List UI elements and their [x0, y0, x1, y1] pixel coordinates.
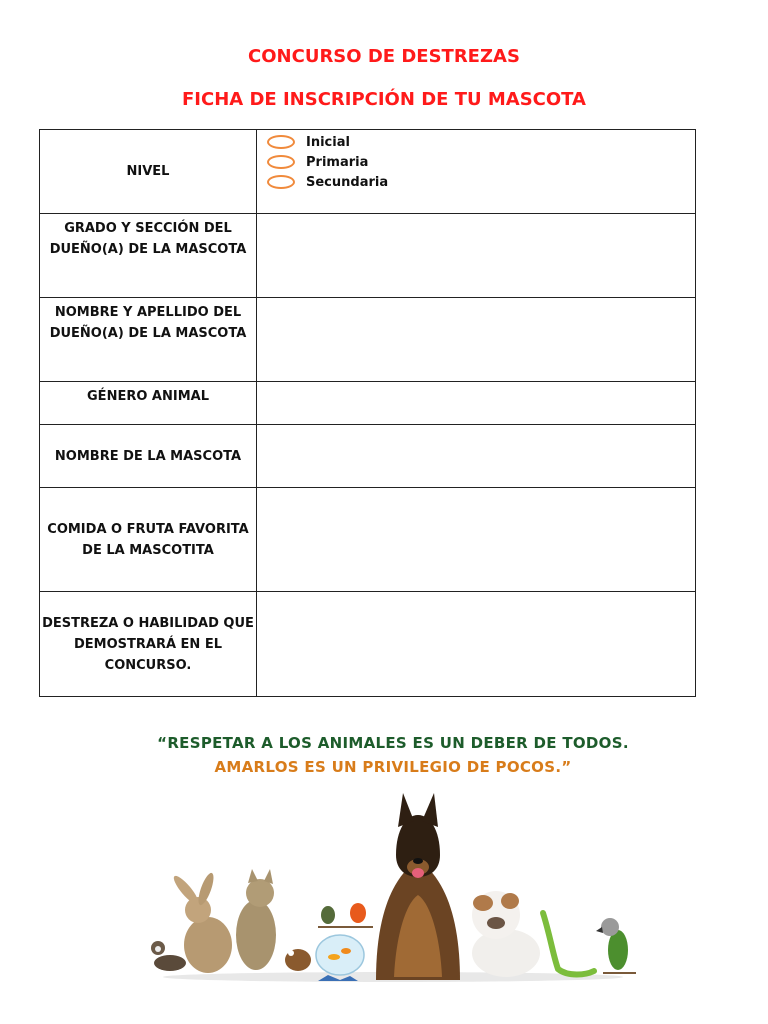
form-row-nombre-mascota [40, 425, 696, 488]
page-subtitle: FICHA DE INSCRIPCIÓN DE TU MASCOTA [182, 89, 586, 110]
radio-circle-icon[interactable] [267, 155, 295, 169]
form-row-comida [40, 488, 696, 592]
option-label: Secundaria [306, 174, 389, 190]
pets-illustration [148, 785, 638, 985]
hamster-icon [285, 949, 311, 971]
nombre-mascota-label: NOMBRE DE LA MASCOTA [40, 425, 257, 488]
radio-circle-icon[interactable] [267, 135, 295, 149]
grado-label: GRADO Y SECCIÓN DEL DUEÑO(A) DE LA MASCOTA [40, 214, 257, 298]
option-secundaria[interactable] [267, 172, 388, 192]
nivel-options-cell [257, 130, 696, 214]
nombre-dueno-field[interactable] [257, 298, 696, 382]
bulldog-icon [472, 891, 540, 977]
page-title: CONCURSO DE DESTREZAS [248, 46, 520, 67]
form-row-nombre-dueno [40, 298, 696, 382]
nivel-label: NIVEL [40, 130, 257, 214]
option-label: Inicial [306, 134, 350, 150]
option-primaria[interactable] [267, 152, 388, 172]
cat-icon [236, 869, 276, 970]
comida-field[interactable] [257, 488, 696, 592]
form-row-genero [40, 382, 696, 425]
nombre-dueno-label: NOMBRE Y APELLIDO DEL DUEÑO(A) DE LA MASCOTA [40, 298, 257, 382]
option-inicial[interactable] [267, 132, 388, 152]
nombre-mascota-field[interactable] [257, 425, 696, 488]
option-label: Primaria [306, 154, 369, 170]
destreza-field[interactable] [257, 592, 696, 697]
ferret-icon [151, 941, 186, 971]
grado-field[interactable] [257, 214, 696, 298]
comida-label: COMIDA O FRUTA FAVORITA DE LA MASCOTITA [40, 488, 257, 592]
form-row-destreza [40, 592, 696, 697]
genero-label: GÉNERO ANIMAL [40, 382, 257, 425]
destreza-label: DESTREZA O HABILIDAD QUE DEMOSTRARÁ EN EL CONCURSO. [40, 592, 257, 697]
form-row-nivel [40, 130, 696, 214]
quote-line-2: AMARLOS ES UN PRIVILEGIO DE POCOS.” [214, 758, 572, 776]
quote-line-1: “RESPETAR A LOS ANIMALES ES UN DEBER DE TODOS. [157, 734, 629, 752]
registration-form-table [39, 129, 696, 697]
dog-icon [376, 793, 460, 980]
parrot-icon [596, 918, 636, 973]
birds-icon [318, 903, 373, 927]
nivel-options [267, 132, 388, 192]
form-row-grado [40, 214, 696, 298]
genero-field[interactable] [257, 382, 696, 425]
snake-icon [543, 913, 594, 975]
radio-circle-icon[interactable] [267, 175, 295, 189]
